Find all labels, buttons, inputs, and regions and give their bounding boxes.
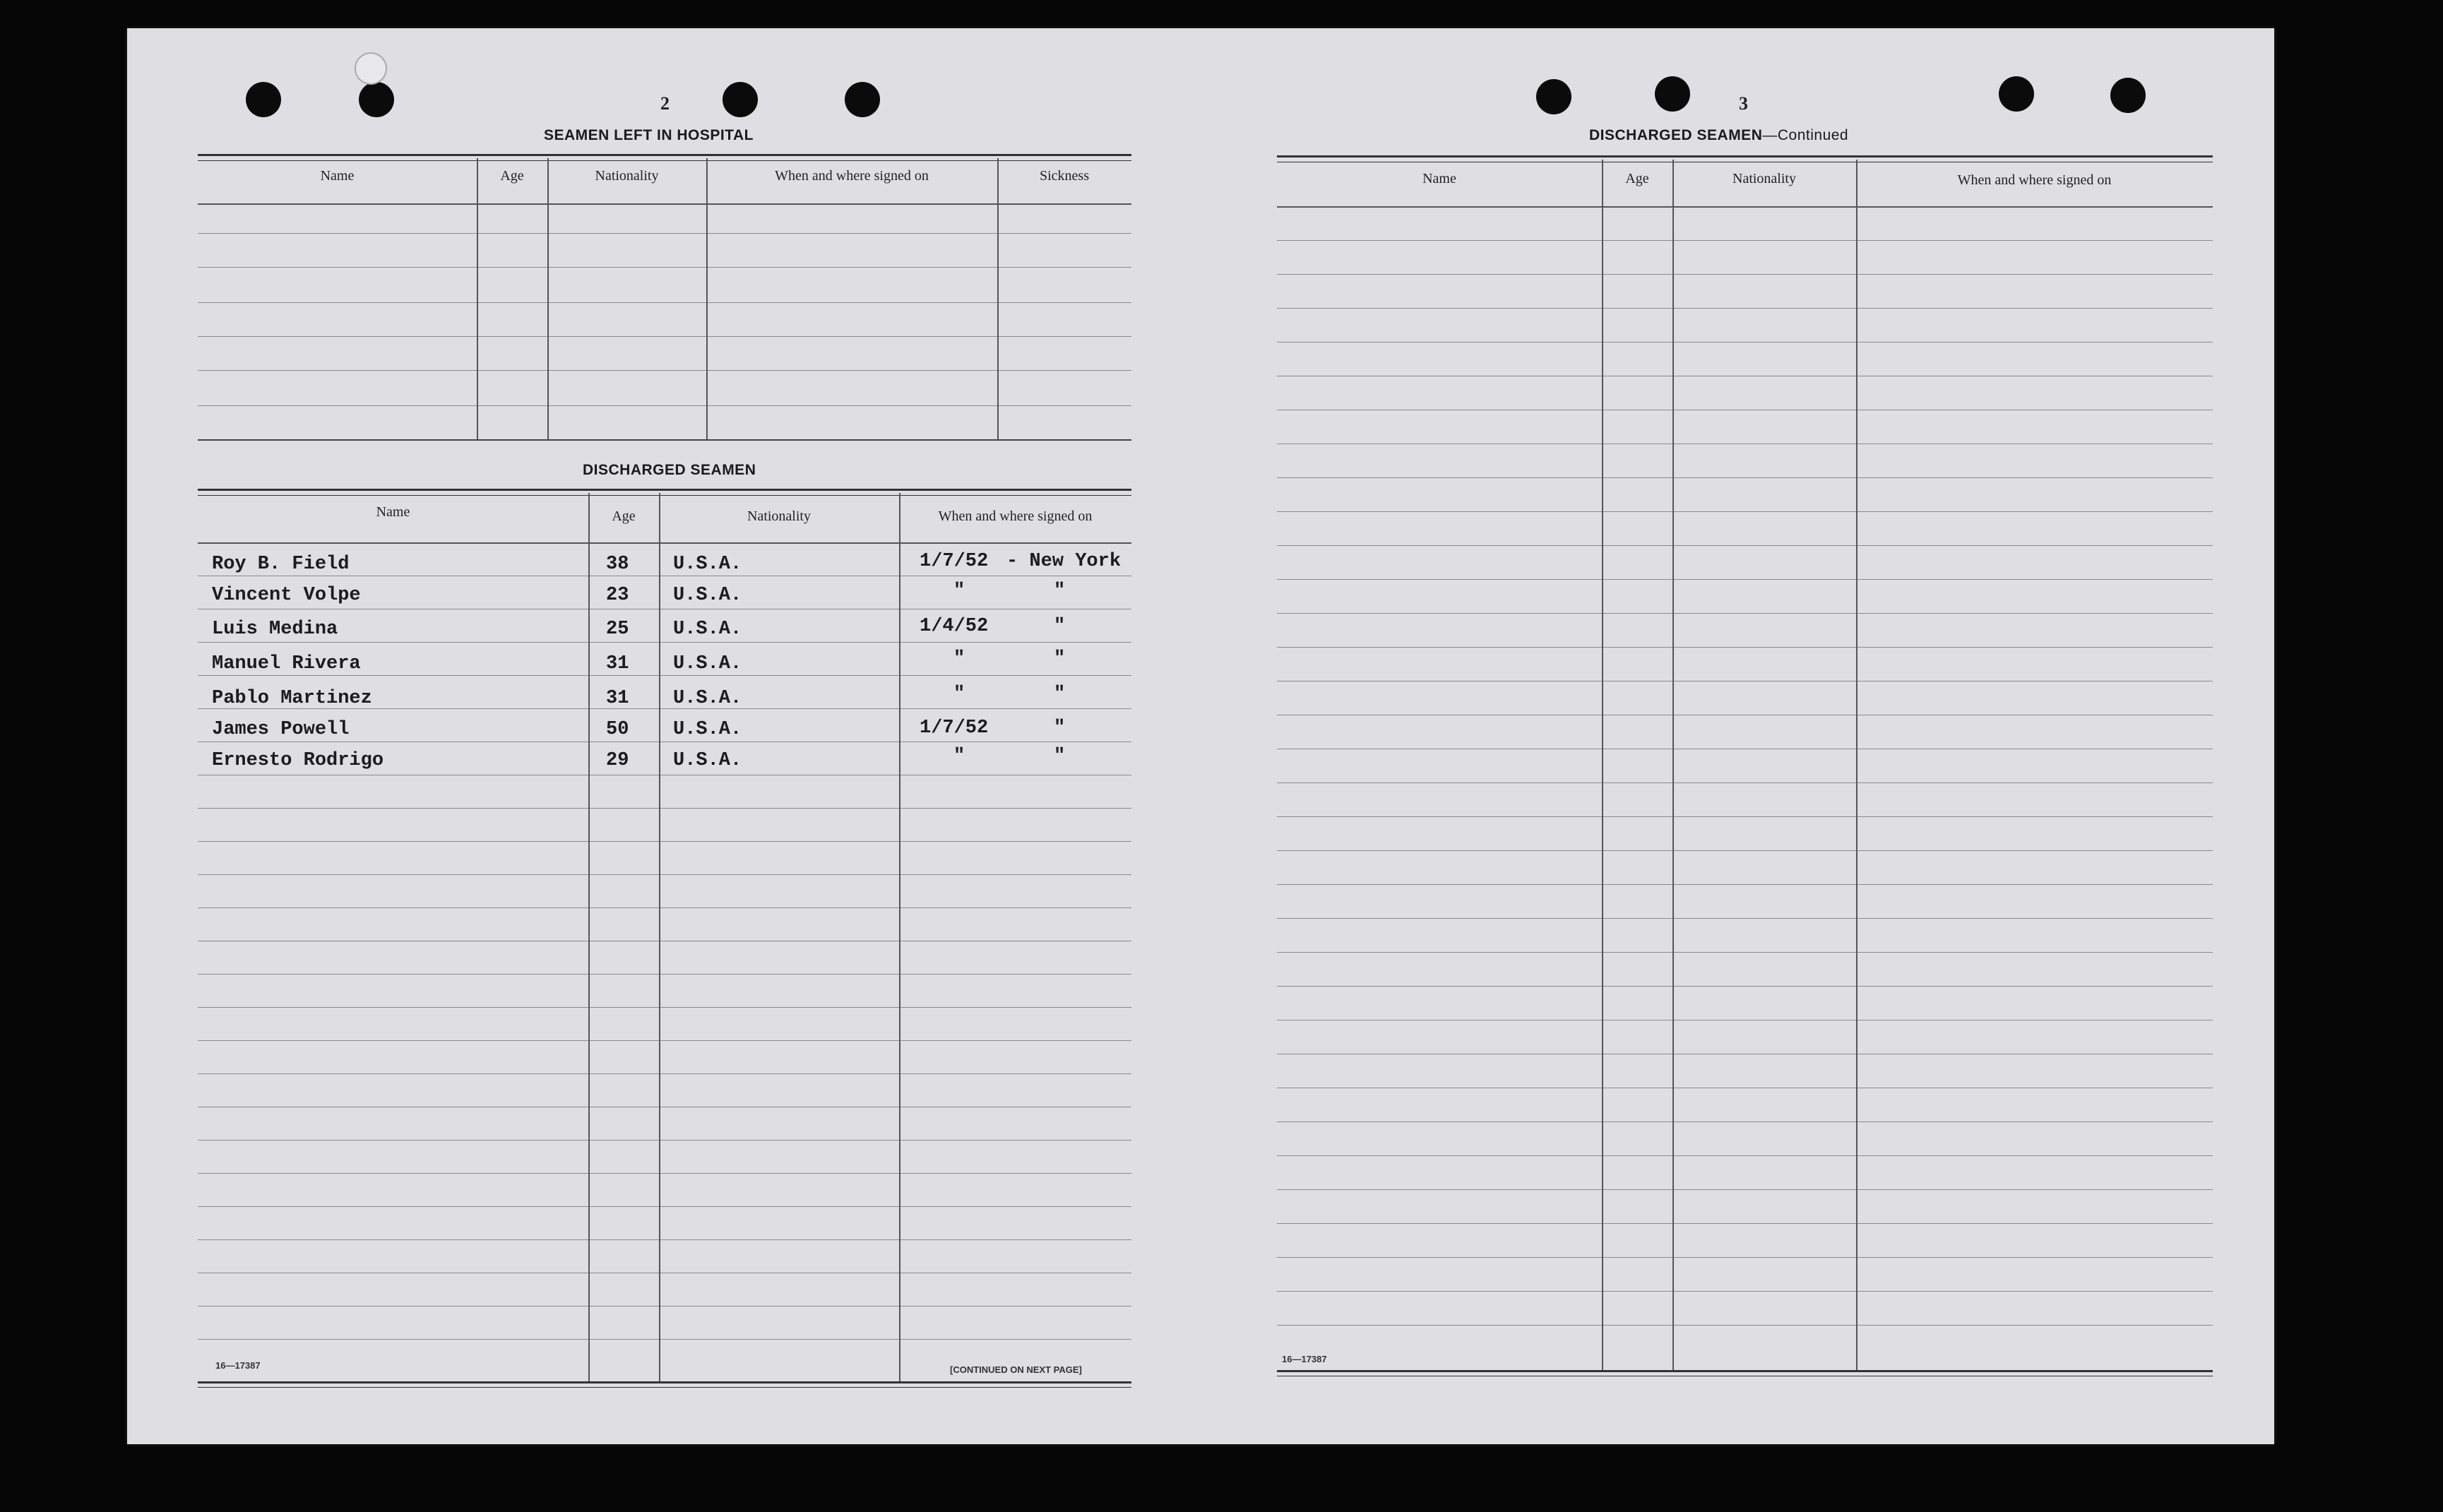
seaman-nationality: U.S.A. bbox=[673, 688, 742, 709]
punch-hole bbox=[1999, 76, 2034, 112]
discharged-continued-table bbox=[1277, 155, 2213, 1384]
continued-note: [CONTINUED ON NEXT PAGE] bbox=[950, 1364, 1082, 1375]
punch-hole bbox=[246, 82, 281, 117]
punch-hole bbox=[1655, 76, 1690, 112]
seaman-name: Ernesto Rodrigo bbox=[212, 750, 384, 771]
seaman-name: Manuel Rivera bbox=[212, 653, 361, 674]
form-number: 16—17387 bbox=[1282, 1354, 1327, 1364]
form-number: 16—17387 bbox=[215, 1360, 261, 1371]
signed-place: " bbox=[1054, 648, 1066, 669]
seaman-nationality: U.S.A. bbox=[673, 619, 742, 640]
seaman-age: 23 bbox=[606, 585, 629, 606]
col-header-name: Name bbox=[1422, 171, 1456, 186]
page-number: 2 bbox=[660, 93, 670, 114]
punch-hole bbox=[1536, 79, 1571, 114]
punch-hole bbox=[359, 82, 394, 117]
discharged-table bbox=[198, 489, 1131, 1391]
col-header-age: Age bbox=[1625, 171, 1649, 186]
seaman-name: Vincent Volpe bbox=[212, 585, 361, 606]
col-header-signed-on: When and where signed on bbox=[1957, 172, 2112, 188]
seaman-name: Pablo Martinez bbox=[212, 688, 372, 709]
discharged-continued-title bbox=[1589, 127, 1848, 144]
col-header-nationality: Nationality bbox=[595, 168, 659, 184]
signed-place: " bbox=[1054, 718, 1066, 739]
signed-place: " bbox=[1054, 746, 1066, 767]
signed-place: - New York bbox=[1006, 551, 1122, 572]
seaman-nationality: U.S.A. bbox=[673, 585, 742, 606]
signed-place: " bbox=[1054, 581, 1066, 602]
seaman-nationality: U.S.A. bbox=[673, 554, 742, 575]
stamp-mark bbox=[349, 47, 393, 91]
col-header-name: Name bbox=[376, 504, 410, 520]
title-main: DISCHARGED SEAMEN bbox=[1589, 127, 1763, 143]
punch-hole bbox=[2110, 78, 2146, 113]
seaman-age: 38 bbox=[606, 554, 629, 575]
document-paper bbox=[127, 28, 2274, 1444]
signed-date: 1/7/52 bbox=[920, 551, 989, 572]
col-header-signed-on: When and where signed on bbox=[938, 508, 1093, 524]
signed-place: " bbox=[1054, 616, 1066, 637]
col-header-name: Name bbox=[320, 168, 355, 184]
col-header-sickness: Sickness bbox=[1040, 168, 1089, 184]
signed-date: " bbox=[953, 746, 965, 767]
hospital-table bbox=[198, 154, 1131, 444]
right-page bbox=[1201, 28, 2274, 1444]
seaman-name: Luis Medina bbox=[212, 619, 338, 640]
hospital-section-title: SEAMEN LEFT IN HOSPITAL bbox=[544, 127, 754, 143]
col-header-nationality: Nationality bbox=[747, 508, 811, 524]
discharged-section-title: DISCHARGED SEAMEN bbox=[583, 462, 756, 478]
seaman-name: Roy B. Field bbox=[212, 554, 350, 575]
left-page bbox=[127, 28, 1201, 1444]
seaman-age: 29 bbox=[606, 750, 629, 771]
signed-date: " bbox=[953, 684, 965, 705]
col-header-nationality: Nationality bbox=[1732, 171, 1796, 186]
seaman-nationality: U.S.A. bbox=[673, 653, 742, 674]
title-continued: —Continued bbox=[1762, 127, 1849, 143]
seaman-nationality: U.S.A. bbox=[673, 750, 742, 771]
signed-place: " bbox=[1054, 684, 1066, 705]
signed-date: " bbox=[953, 648, 965, 669]
col-header-age: Age bbox=[612, 508, 636, 524]
seaman-age: 31 bbox=[606, 653, 629, 674]
punch-hole bbox=[723, 82, 758, 117]
signed-date: 1/7/52 bbox=[920, 718, 989, 739]
seaman-age: 25 bbox=[606, 619, 629, 640]
signed-date: " bbox=[953, 581, 965, 602]
col-header-signed-on: When and where signed on bbox=[775, 168, 929, 184]
page-number: 3 bbox=[1739, 93, 1748, 114]
seaman-age: 31 bbox=[606, 688, 629, 709]
seaman-name: James Powell bbox=[212, 719, 350, 740]
seaman-nationality: U.S.A. bbox=[673, 719, 742, 740]
col-header-age: Age bbox=[500, 168, 524, 184]
seaman-age: 50 bbox=[606, 719, 629, 740]
signed-date: 1/4/52 bbox=[920, 616, 989, 637]
punch-hole bbox=[845, 82, 880, 117]
